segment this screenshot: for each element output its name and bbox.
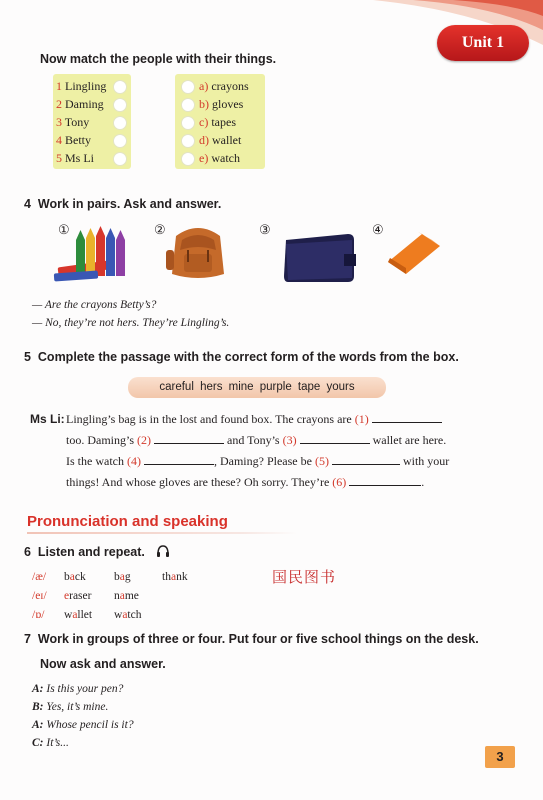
phonics-word[interactable]: thank	[162, 571, 188, 583]
match-instruction: Now match the people with their things.	[40, 52, 277, 66]
phonics-word[interactable]: watch	[114, 609, 142, 621]
answer-blank[interactable]	[349, 473, 421, 486]
passage-speaker: Ms Li:	[30, 412, 65, 426]
match-dot-person[interactable]	[113, 98, 127, 112]
dialog-line: A: Whose pencil is it?	[32, 719, 134, 731]
person-row: 2 Daming	[56, 97, 104, 111]
headphones-icon[interactable]	[156, 544, 170, 558]
word-box: careful hers mine purple tape yours	[128, 377, 386, 398]
answer-blank[interactable]	[300, 431, 370, 444]
match-dot-person[interactable]	[113, 152, 127, 166]
passage-line: Lingling’s bag is in the lost and found box. The crayons are (1)	[66, 409, 442, 430]
blank-number: (5)	[314, 454, 329, 468]
ex4-instruction: Work in pairs. Ask and answer.	[37, 197, 222, 211]
wallet-picture	[280, 230, 360, 286]
ex5-heading	[24, 350, 459, 364]
match-dot-thing[interactable]	[181, 152, 195, 166]
ex4-answer: — No, they’re not hers. They’re Lingling’s.	[32, 317, 230, 329]
blank-number: (6)	[332, 475, 347, 489]
phonetic-symbol: /æ/	[32, 571, 47, 583]
ex7-number: 7	[24, 632, 31, 646]
answer-blank[interactable]	[154, 431, 224, 444]
answer-blank[interactable]	[144, 452, 214, 465]
match-dot-person[interactable]	[113, 116, 127, 130]
publisher-stamp: 国民图书	[272, 568, 337, 586]
unit-badge: Unit 1	[437, 25, 529, 61]
phonics-word[interactable]: eraser	[64, 590, 92, 602]
ex6-heading	[24, 545, 145, 559]
ex6-number: 6	[24, 545, 31, 559]
match-dot-thing[interactable]	[181, 116, 195, 130]
ex5-instruction: Complete the passage with the correct form of the words from the box.	[37, 350, 459, 364]
match-dot-person[interactable]	[113, 134, 127, 148]
phonics-word[interactable]: name	[114, 590, 139, 602]
match-dot-thing[interactable]	[181, 98, 195, 112]
dialog-line: A: Is this your pen?	[32, 683, 124, 695]
thing-row: e) watch	[199, 151, 240, 165]
thing-row: d) wallet	[199, 133, 242, 147]
person-row: 5 Ms Li	[56, 151, 95, 165]
ex6-instruction: Listen and repeat.	[37, 545, 145, 559]
ex5-number: 5	[24, 350, 31, 364]
phonetic-symbol: /ɒ/	[32, 609, 45, 621]
blank-number: (2)	[137, 433, 151, 447]
backpack-picture	[162, 220, 234, 282]
section-underline	[27, 532, 297, 534]
phonics-word[interactable]: back	[64, 571, 86, 583]
person-row: 1 Lingling	[56, 79, 107, 93]
ex4-number: 4	[24, 197, 31, 211]
pic-label-1: ①	[58, 222, 70, 237]
person-row: 4 Betty	[56, 133, 91, 147]
passage-line: Is the watch (4) , Daming? Please be (5) with your	[66, 454, 450, 468]
thing-row: c) tapes	[199, 115, 236, 129]
page-number: 3	[485, 746, 515, 768]
thing-row: a) crayons	[199, 79, 249, 93]
dialog-line: C: It’s...	[32, 737, 69, 749]
answer-blank[interactable]	[332, 452, 400, 465]
phonics-word[interactable]: bag	[114, 571, 131, 583]
unit-corner	[353, 0, 543, 72]
match-dot-person[interactable]	[113, 80, 127, 94]
ex7-heading	[24, 632, 479, 646]
ex4-question: — Are the crayons Betty’s?	[32, 299, 157, 311]
match-dot-thing[interactable]	[181, 134, 195, 148]
phonetic-symbol: /eɪ/	[32, 590, 47, 602]
blank-number: (1)	[354, 412, 369, 426]
passage-line: things! And whose gloves are these? Oh sorry. They’re (6) .	[66, 475, 425, 489]
crayons-picture	[48, 224, 138, 284]
answer-blank[interactable]	[372, 410, 442, 423]
phonics-word[interactable]: wallet	[64, 609, 93, 621]
section-title: Pronunciation and speaking	[27, 513, 228, 530]
blank-number: (3)	[282, 433, 297, 447]
pic-label-4: ④	[372, 222, 384, 237]
pic-label-3: ③	[259, 222, 271, 237]
eraser-picture	[382, 228, 444, 276]
match-dot-thing[interactable]	[181, 80, 195, 94]
passage-line: too. Daming’s (2) and Tony’s (3) wallet are here.	[66, 433, 447, 447]
person-row: 3 Tony	[56, 115, 90, 129]
pic-label-2: ②	[154, 222, 166, 237]
ex7-instruction: Work in groups of three or four. Put four or five school things on the desk.	[37, 632, 479, 646]
thing-row: b) gloves	[199, 97, 244, 111]
dialog-line: B: Yes, it’s mine.	[32, 701, 109, 713]
blank-number: (4)	[126, 454, 141, 468]
ex7-subinstruction: Now ask and answer.	[40, 657, 166, 671]
ex4-heading	[24, 197, 221, 211]
